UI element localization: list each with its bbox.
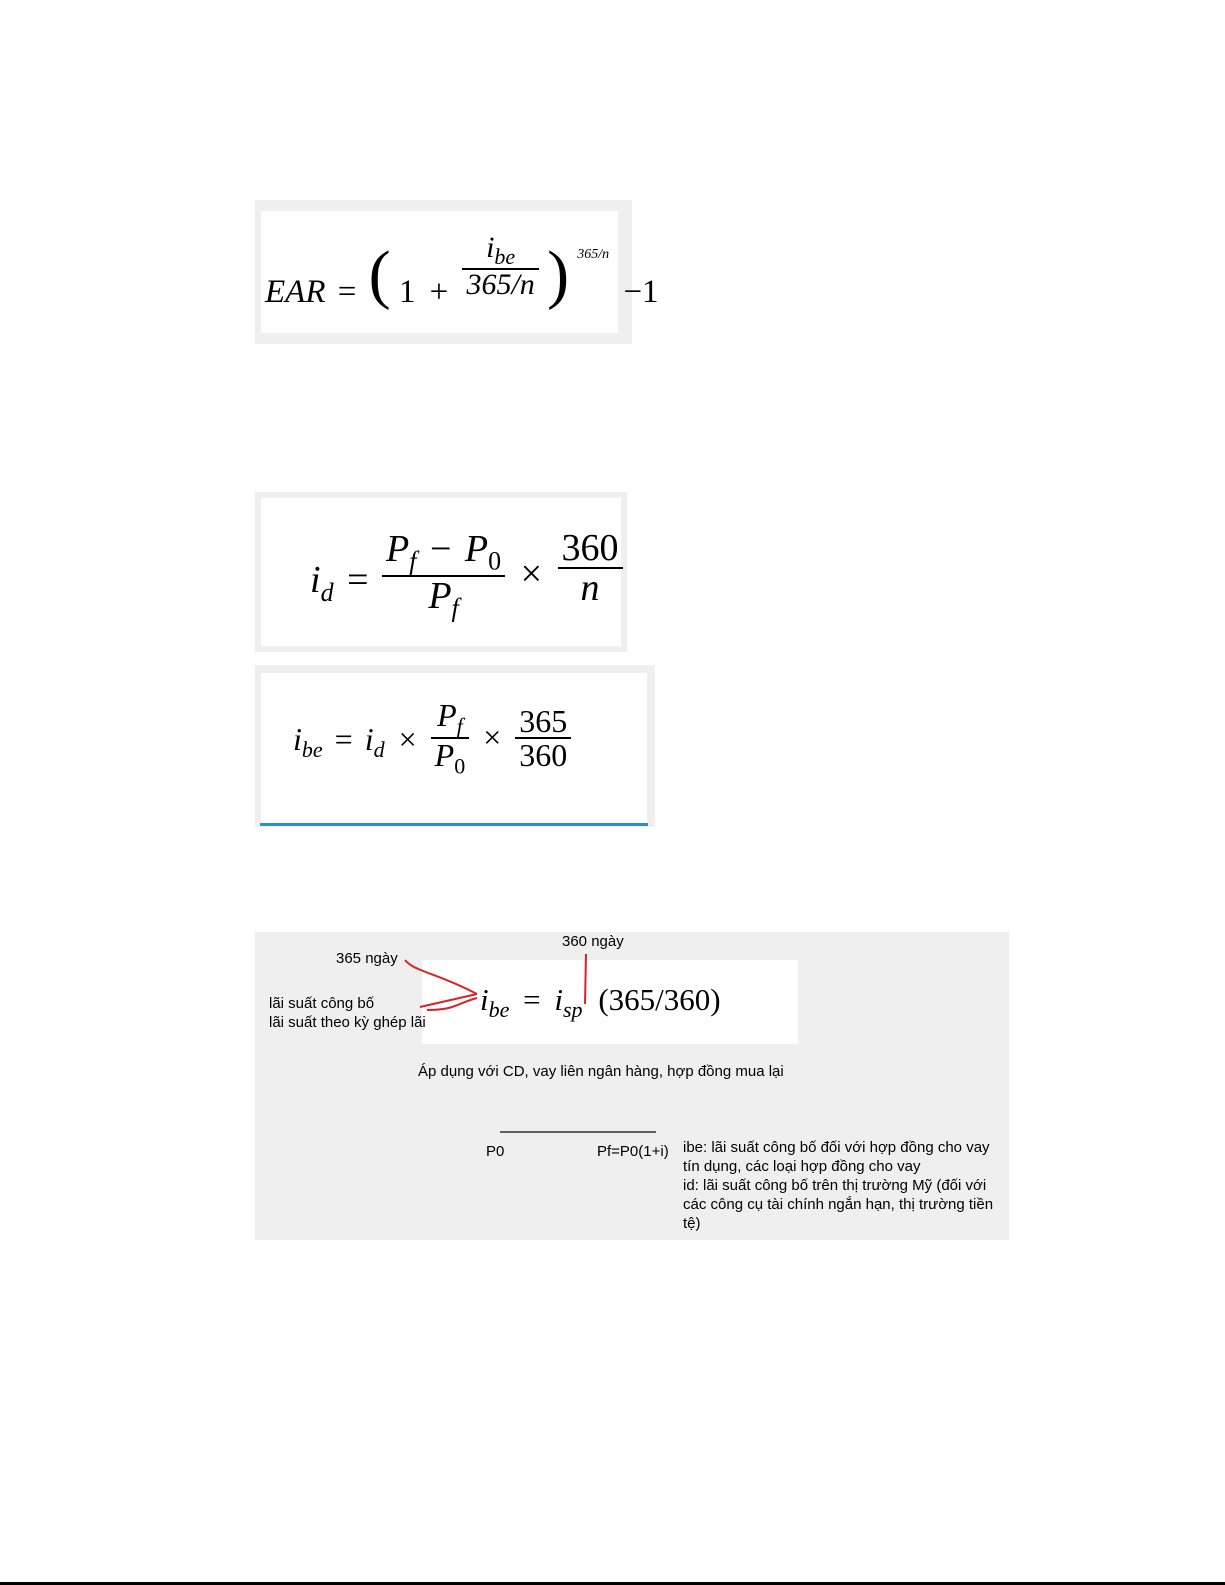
ibe-lhs-i: i [293, 720, 302, 757]
ibe-frac2-num: 365 [515, 705, 571, 739]
note-ibe: ibe: lãi suất công bố đối với hợp đồng cho vay tín dụng, các loại hợp đồng cho vay [683, 1139, 990, 1175]
id-num-minus: − [429, 528, 452, 570]
label-360-days: 360 ngày [562, 933, 624, 950]
note-id: id: lãi suất công bố trên thị trường Mỹ (đối với các công cụ tài chính ngắn hạn, thị trường tiền tệ) [683, 1177, 994, 1232]
annotated-equals: = [523, 982, 541, 1017]
ear-tail: −1 [623, 274, 659, 310]
id-formula [310, 526, 623, 623]
label-lai-suat-cong-bo: lãi suất công bố [269, 995, 375, 1012]
applies-to-text: Áp dụng với CD, vay liên ngân hàng, hợp đồng mua lại [418, 1063, 784, 1080]
ibe-frac-num-p: P [437, 697, 457, 733]
id-lhs-sub: d [320, 577, 334, 607]
ibe-id-i: i [364, 720, 374, 757]
ibe-fraction-2 [515, 703, 571, 774]
ear-frac-num-sub: be [494, 243, 516, 269]
id-num-p0-sub: 0 [488, 546, 502, 576]
annotated-figure [255, 932, 1009, 1240]
id-num-pf-sub: f [409, 546, 417, 576]
ear-fraction [462, 230, 538, 301]
ibe-frac2-den: 360 [519, 737, 568, 774]
ibe-id-sub: d [373, 737, 385, 763]
timeline-pf: Pf=P0(1+i) [597, 1143, 669, 1160]
ear-equals: = [337, 274, 357, 310]
id-lhs-i: i [310, 559, 321, 602]
id-equals: = [347, 559, 369, 602]
timeline-p0: P0 [486, 1143, 505, 1160]
label-365-days: 365 ngày [336, 950, 398, 967]
annotated-isp-sub: sp [563, 997, 583, 1023]
ear-one: 1 [398, 274, 416, 310]
ear-formula-frame [255, 200, 659, 344]
ibe-lhs-sub: be [301, 737, 323, 763]
ear-frac-den: 365/n [466, 267, 535, 301]
annotated-isp-i: i [554, 982, 563, 1017]
id-fraction [382, 530, 505, 621]
annotated-tail: (365/360) [598, 982, 721, 1017]
id-fraction-2 [558, 526, 623, 609]
ibe-equals: = [334, 720, 353, 757]
ear-frac-num-i: i [486, 230, 495, 264]
id-num-p0: P [464, 528, 489, 570]
id-times: × [520, 553, 543, 596]
ear-plus: + [429, 274, 449, 310]
id-formula-frame [255, 492, 627, 652]
ibe-blue-rule [260, 823, 648, 826]
ibe-formula [293, 699, 571, 778]
id-den-p: P [428, 574, 452, 617]
ibe-frac-den-p: P [434, 737, 455, 774]
ibe-fraction [431, 699, 470, 778]
annotated-ibe-sub: be [488, 997, 510, 1023]
ibe-formula-frame [255, 665, 655, 827]
ear-left-paren: ( [368, 238, 391, 311]
ear-formula [265, 226, 659, 311]
id-num-pf: P [386, 528, 410, 570]
label-lai-suat-ky-ghep: lãi suất theo kỳ ghép lãi [269, 1014, 426, 1031]
ibe-frac-den-sub: 0 [454, 753, 466, 779]
arrow-360 [585, 954, 586, 1004]
arrow-365 [405, 960, 477, 994]
ear-exponent: 365/n [577, 247, 610, 262]
ibe-times-2: × [483, 718, 502, 755]
ear-right-paren: ) [547, 238, 570, 311]
ear-lhs: EAR [265, 274, 326, 310]
id-frac2-num: 360 [558, 529, 623, 569]
id-den-sub: f [451, 593, 459, 623]
id-frac2-den: n [580, 566, 600, 609]
ibe-times-1: × [398, 720, 417, 757]
annotated-ibe-i: i [480, 982, 489, 1017]
ibe-frac-num-sub: f [456, 713, 463, 739]
